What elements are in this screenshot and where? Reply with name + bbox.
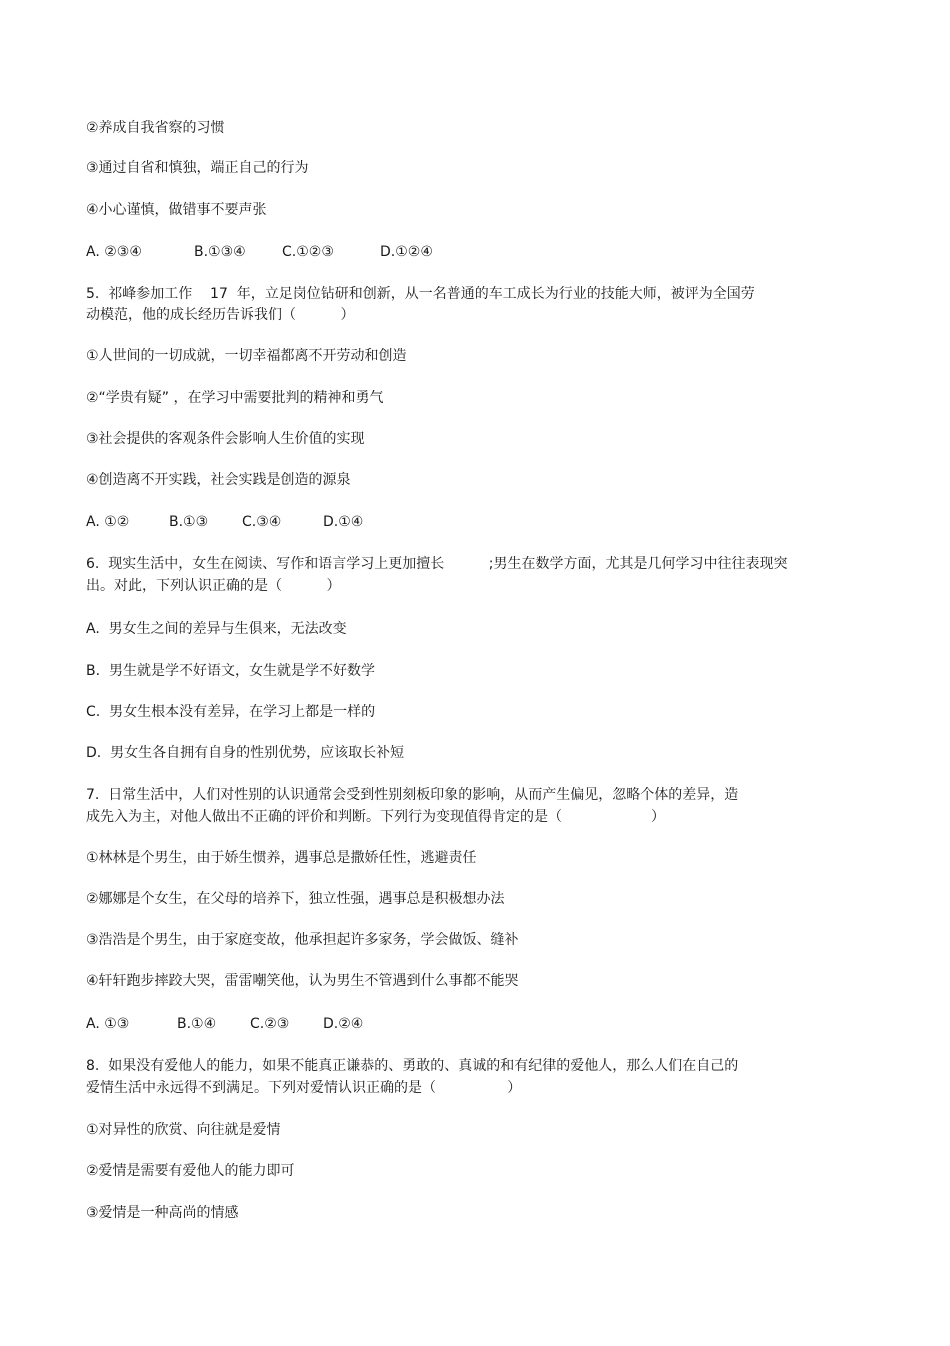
q4-option-d: D.①②④ bbox=[380, 244, 433, 260]
q7-statement-3: ③浩浩是个男生，由于家庭变故，他承担起许多家务，学会做饭、缝补 bbox=[86, 932, 519, 948]
q7-statement-1: ①林林是个男生，由于娇生惯养，遇事总是撒娇任性，逃避责任 bbox=[86, 850, 477, 866]
q5-option-c: C.③④ bbox=[242, 514, 282, 530]
q5-option-b: B.①③ bbox=[169, 514, 209, 530]
q7-stem-line-1: 7. 日常生活中，人们对性别的认识通常会受到性别刻板印象的影响，从而产生偏见，忽略个体的差异，造 bbox=[86, 787, 739, 803]
q5-option-d: D.①④ bbox=[323, 514, 364, 530]
q8-statement-1: ①对异性的欣赏、向往就是爱情 bbox=[86, 1122, 281, 1138]
q4-option-a: A. ②③④ bbox=[86, 244, 142, 260]
q6-option-c: C. 男女生根本没有差异，在学习上都是一样的 bbox=[86, 704, 376, 720]
q6-option-b: B. 男生就是学不好语文，女生就是学不好数学 bbox=[86, 663, 375, 679]
q4-option-c: C.①②③ bbox=[282, 244, 334, 260]
q5-statement-2: ②“学贵有疑” ，在学习中需要批判的精神和勇气 bbox=[86, 390, 384, 406]
q5-stem-line-2: 动模范，他的成长经历告诉我们（ ） bbox=[86, 307, 355, 323]
q7-options bbox=[86, 1014, 363, 1034]
q8-stem-line-1: 8. 如果没有爱他人的能力，如果不能真正谦恭的、勇敢的、真诚的和有纪律的爱他人，那么人们在自己的 bbox=[86, 1058, 739, 1074]
q5-statement-4: ④创造离不开实践，社会实践是创造的源泉 bbox=[86, 472, 351, 488]
q7-statement-4: ④轩轩跑步摔跤大哭，雷雷嘲笑他，认为男生不管遇到什么事都不能哭 bbox=[86, 973, 519, 989]
q7-option-c: C.②③ bbox=[250, 1016, 290, 1032]
q4-statement-2: ②养成自我省察的习惯 bbox=[86, 120, 225, 136]
q5-statement-3: ③社会提供的客观条件会影响人生价值的实现 bbox=[86, 431, 365, 447]
q8-statement-3: ③爱情是一种高尚的情感 bbox=[86, 1205, 239, 1221]
q7-statement-2: ②娜娜是个女生，在父母的培养下，独立性强，遇事总是积极想办法 bbox=[86, 891, 505, 907]
q6-stem-line-2: 出。对此，下列认识正确的是（ ） bbox=[86, 578, 341, 594]
q7-option-d: D.②④ bbox=[323, 1016, 364, 1032]
q4-options bbox=[86, 242, 433, 262]
q7-stem-line-2: 成先入为主，对他人做出不正确的评价和判断。下列行为变现值得肯定的是（ ） bbox=[86, 809, 666, 825]
q6-stem-line-1: 6. 现实生活中，女生在阅读、写作和语言学习上更加擅长 ;男生在数学方面，尤其是几何学习中往往表现突 bbox=[86, 556, 788, 572]
q7-option-b: B.①④ bbox=[177, 1016, 217, 1032]
q4-option-b: B.①③④ bbox=[194, 244, 246, 260]
q5-stem-line-1: 5. 祁峰参加工作 17 年，立足岗位钻研和创新，从一名普通的车工成长为行业的技能大师，被评为全国劳 bbox=[86, 286, 755, 302]
q6-option-a: A. 男女生之间的差异与生俱来，无法改变 bbox=[86, 621, 347, 637]
q4-statement-4: ④小心谨慎，做错事不要声张 bbox=[86, 202, 267, 218]
q6-option-d: D. 男女生各自拥有自身的性别优势，应该取长补短 bbox=[86, 745, 405, 761]
q8-stem-line-2: 爱情生活中永远得不到满足。下列对爱情认识正确的是（ ） bbox=[86, 1080, 522, 1096]
q5-statement-1: ①人世间的一切成就，一切幸福都离不开劳动和创造 bbox=[86, 348, 407, 364]
q5-option-a: A. ①② bbox=[86, 514, 130, 530]
q7-option-a: A. ①③ bbox=[86, 1016, 130, 1032]
q4-statement-3: ③通过自省和慎独，端正自己的行为 bbox=[86, 160, 309, 176]
q8-statement-2: ②爱情是需要有爱他人的能力即可 bbox=[86, 1163, 295, 1179]
q5-options bbox=[86, 512, 363, 532]
